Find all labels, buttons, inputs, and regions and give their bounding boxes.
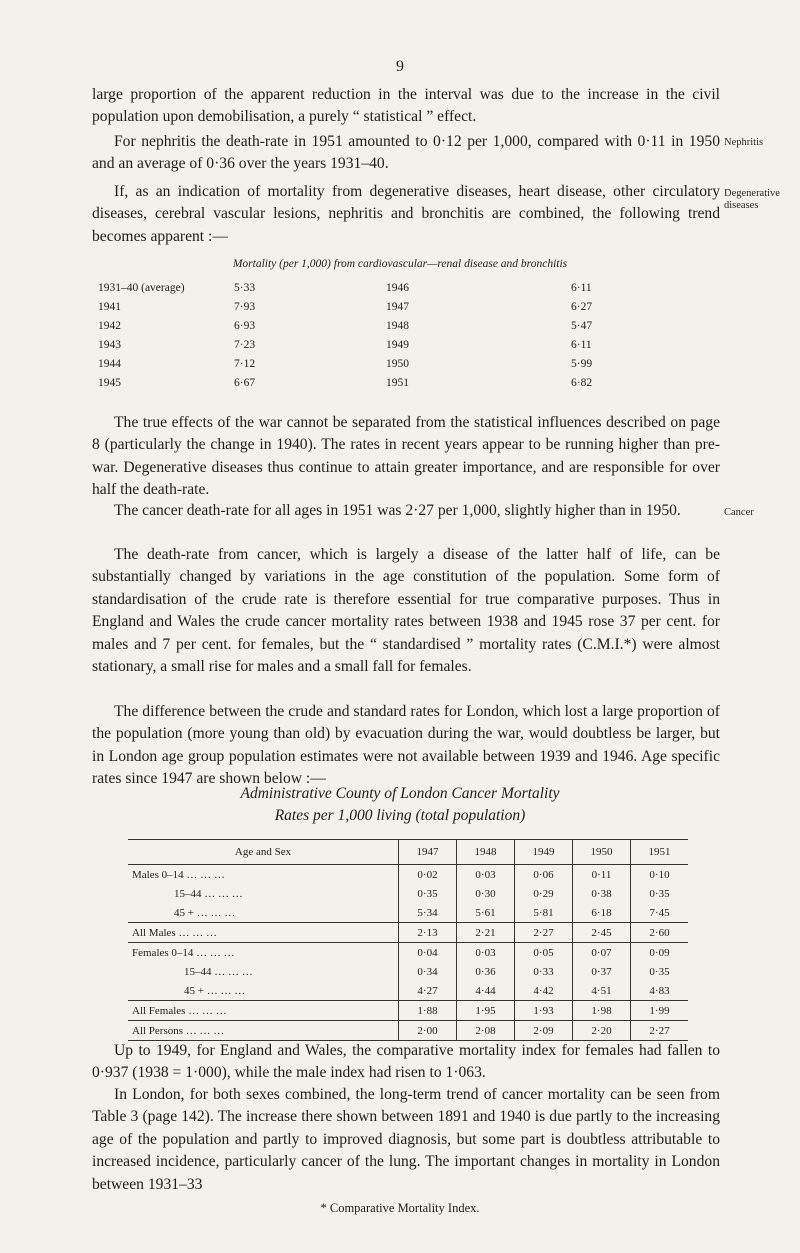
table-cell: 0·03 (457, 943, 515, 963)
table-cell: 2·00 (399, 1021, 457, 1041)
row-label: Females 0–14 … … … (128, 943, 399, 963)
table-cell: 2·21 (457, 923, 515, 943)
rate-value: 6·11 (571, 282, 592, 294)
table-cell: 0·30 (457, 884, 515, 903)
table-cell: 5·61 (457, 903, 515, 923)
table-cell: 0·33 (515, 962, 573, 981)
year-label: 1946 (386, 282, 409, 294)
table-row (128, 943, 688, 963)
table-cell: 2·09 (515, 1021, 573, 1041)
table-cell: 2·27 (515, 923, 573, 943)
rate-value: 7·23 (234, 339, 256, 351)
table-cell: 5·81 (515, 903, 573, 923)
row-label: 45 + … … … (184, 984, 246, 997)
table-cell: 0·34 (399, 962, 457, 981)
paragraph-cmi: Up to 1949, for England and Wales, the comparative mortality index for females had fallen to 0·937 (1938 = 1·000), while the male index had risen to 1·063. (92, 1042, 720, 1082)
year-label: 1942 (98, 320, 121, 332)
table-cell: 2·20 (573, 1021, 631, 1041)
column-header: 1950 (573, 840, 631, 865)
table-cell: 0·37 (573, 962, 631, 981)
margin-note-degenerative: Degenerative diseases (724, 188, 780, 211)
margin-note-nephritis: Nephritis (724, 137, 764, 148)
table-cell: 4·42 (515, 981, 573, 1001)
table-row (128, 884, 688, 903)
table-row (128, 1021, 688, 1041)
table-cell: 4·51 (573, 981, 631, 1001)
rate-value: 6·11 (571, 339, 592, 351)
table-cell: 2·60 (631, 923, 689, 943)
table-cell: 0·06 (515, 865, 573, 885)
row-label: All Males … … … (128, 923, 399, 943)
table-cell: 0·35 (631, 884, 689, 903)
table-cell: 0·10 (631, 865, 689, 885)
table-cell: 1·88 (399, 1001, 457, 1021)
table-row (128, 865, 688, 885)
table-cell: 2·27 (631, 1021, 689, 1041)
column-header: 1947 (399, 840, 457, 865)
table-row (128, 981, 688, 1001)
table-cell: 4·44 (457, 981, 515, 1001)
rate-value: 6·93 (234, 320, 256, 332)
rate-value: 7·12 (234, 358, 256, 370)
table-row (128, 923, 688, 943)
paragraph-nephritis: For nephritis the death-rate in 1951 amounted to 0·12 per 1,000, compared with 0·11 in 1950 and an average of 0·36 over the years 1931–40. (92, 133, 720, 173)
rate-value: 5·47 (571, 320, 593, 332)
paragraph-cancer-rate: The cancer death-rate for all ages in 1951 was 2·27 per 1,000, slightly higher than in 1950. (114, 502, 681, 519)
paragraph-war-effects: The true effects of the war cannot be separated from the statistical influences described on page 8 (particularly the change in 1940). The rates in recent years appear to be running higher than pre-war. Degenerative diseases thus continue to attain greater importance, and are responsible for over half the death-rate. (92, 414, 720, 499)
table-cell: 1·95 (457, 1001, 515, 1021)
table-cell: 0·35 (399, 884, 457, 903)
margin-note-cancer: Cancer (724, 507, 754, 518)
column-header: 1949 (515, 840, 573, 865)
mortality-caption: Mortality (per 1,000) from cardiovascular—renal disease and bronchitis (232, 258, 568, 270)
paragraph-london-rates: The difference between the crude and standard rates for London, which lost a large proportion of the population (more young than old) by evacuation during the war, would doubtless be larger, but in London age group population estimates were not available between 1939 and 1946. Age specific rates since 1947 are shown below :— (92, 703, 720, 788)
table-row (128, 1001, 688, 1021)
year-label: 1947 (386, 301, 409, 313)
cancer-table-title: Administrative County of London Cancer Mortality (240, 785, 560, 802)
table-cell: 4·27 (399, 981, 457, 1001)
year-label: 1948 (386, 320, 409, 332)
rate-value: 6·67 (234, 377, 256, 389)
row-label: Males 0–14 … … … (132, 868, 225, 881)
row-label: All Persons … … … (128, 1021, 399, 1041)
cancer-table-subtitle: Rates per 1,000 living (total population) (274, 807, 526, 824)
table-cell: 2·08 (457, 1021, 515, 1041)
table-row (128, 962, 688, 981)
table-cell: 6·18 (573, 903, 631, 923)
year-label: 1945 (98, 377, 121, 389)
rate-value: 5·33 (234, 282, 256, 294)
rate-value: 5·99 (571, 358, 593, 370)
table-cell: 0·29 (515, 884, 573, 903)
year-label: 1931–40 (average) (98, 282, 185, 294)
footnote: * Comparative Mortality Index. (320, 1201, 480, 1215)
rate-value: 7·93 (234, 301, 256, 313)
row-label: All Females … … … (128, 1001, 399, 1021)
paragraph-degenerative: If, as an indication of mortality from degenerative diseases, heart disease, other circulatory diseases, cerebral vascular lesions, nephritis and bronchitis are combined, the following trend becomes apparent :— (92, 183, 720, 245)
table-cell: 0·02 (399, 865, 457, 885)
table-cell: 0·03 (457, 865, 515, 885)
year-label: 1944 (98, 358, 121, 370)
table-cell: 0·07 (573, 943, 631, 963)
rate-value: 6·27 (571, 301, 593, 313)
paragraph-long-term-trend: In London, for both sexes combined, the long-term trend of cancer mortality can be seen from Table 3 (page 142). The increase there shown between 1891 and 1940 is due partly to the increasing age of the population and partly to improved diagnosis, but some part is doubtless attributable to increased incidence, particularly cancer of the lung. The important changes in mortality in London between 1931–33 (92, 1086, 720, 1193)
row-label: 15–44 … … … (174, 887, 243, 900)
year-label: 1951 (386, 377, 409, 389)
year-label: 1949 (386, 339, 409, 351)
table-cell: 2·45 (573, 923, 631, 943)
table-cell: 0·09 (631, 943, 689, 963)
rate-value: 6·82 (571, 377, 593, 389)
year-label: 1950 (386, 358, 409, 370)
table-cell: 1·93 (515, 1001, 573, 1021)
table-cell: 7·45 (631, 903, 689, 923)
table-cell: 1·99 (631, 1001, 689, 1021)
table-cell: 0·38 (573, 884, 631, 903)
table-cell: 0·11 (573, 865, 631, 885)
row-label: 15–44 … … … (184, 965, 253, 978)
table-cell: 0·36 (457, 962, 515, 981)
cancer-mortality-table (128, 839, 688, 1041)
year-label: 1941 (98, 301, 121, 313)
table-cell: 5·34 (399, 903, 457, 923)
table-header-row (128, 840, 688, 865)
column-header: 1951 (631, 840, 689, 865)
column-header: 1948 (457, 840, 515, 865)
table-cell: 0·05 (515, 943, 573, 963)
table-cell: 1·98 (573, 1001, 631, 1021)
paragraph-standardisation: The death-rate from cancer, which is largely a disease of the latter half of life, can be substantially changed by variations in the age constitution of the population. Some form of standardisation of the crude rate is therefore essential for true comparative purposes. Thus in England and Wales the crude cancer mortality rates between 1938 and 1945 rose 37 per cent. for males and 7 per cent. for females, but the “ standardised ” mortality rates (C.M.I.*) were almost stationary, a small rise for males and a small fall for females. (92, 546, 720, 676)
paragraph-continuation: large proportion of the apparent reduction in the interval was due to the increase in the civil population upon demobilisation, a purely “ statistical ” effect. (92, 86, 720, 126)
row-label: 45 + … … … (174, 906, 236, 919)
table-cell: 0·04 (399, 943, 457, 963)
page-number: 9 (396, 58, 404, 75)
table-cell: 0·35 (631, 962, 689, 981)
column-header: Age and Sex (128, 840, 399, 865)
table-row (128, 903, 688, 923)
table-cell: 2·13 (399, 923, 457, 943)
table-cell: 4·83 (631, 981, 689, 1001)
year-label: 1943 (98, 339, 121, 351)
